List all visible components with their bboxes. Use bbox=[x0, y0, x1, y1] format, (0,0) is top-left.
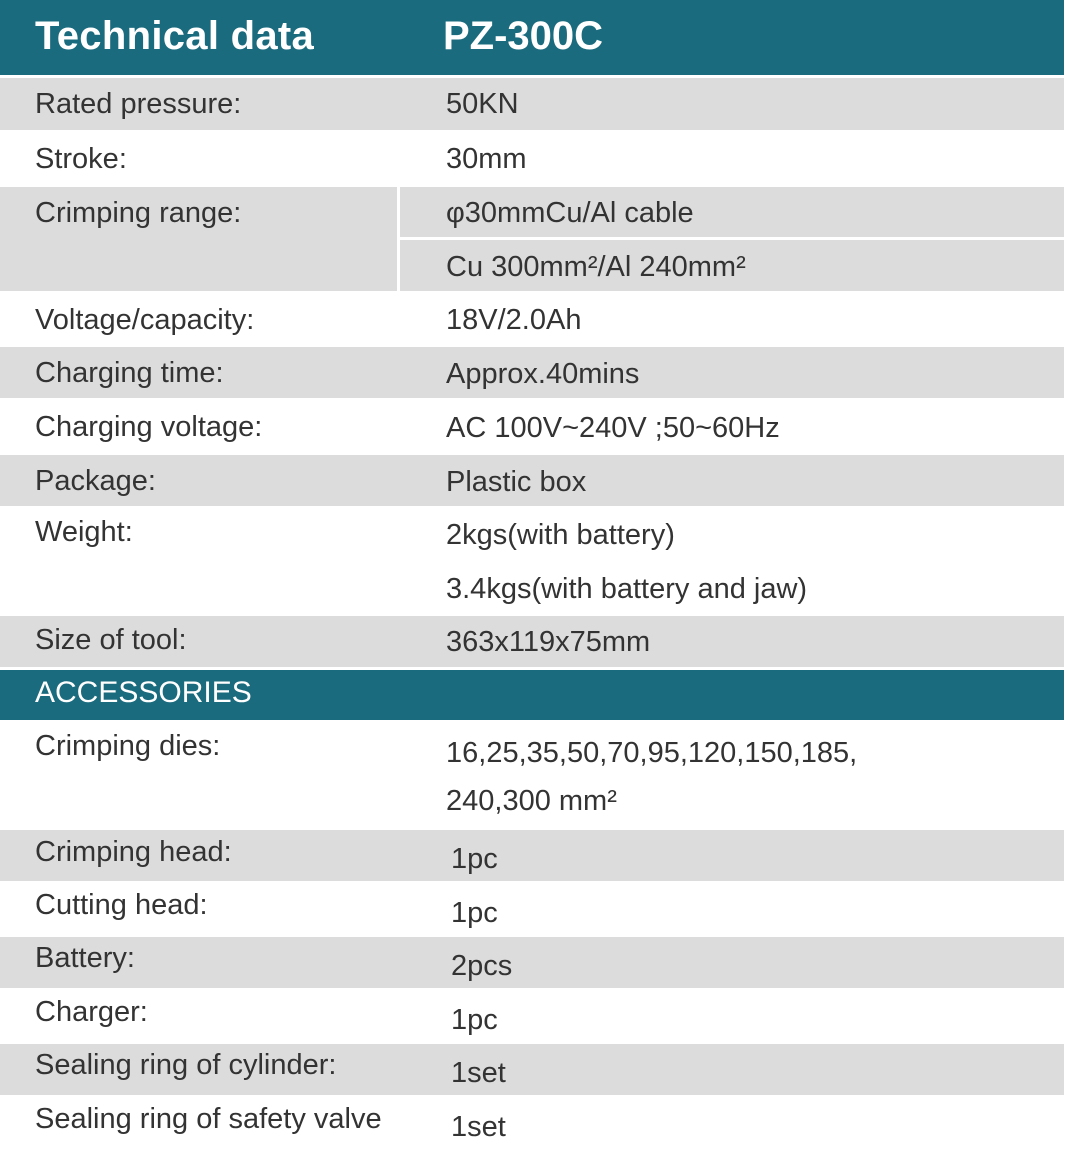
accessory-label: Crimping dies: bbox=[35, 730, 221, 762]
accessory-value-cell bbox=[400, 830, 1064, 881]
spec-value-cell bbox=[400, 294, 1064, 344]
spec-label: Size of tool: bbox=[35, 624, 187, 656]
accessory-value-cell bbox=[400, 723, 1064, 827]
accessory-label: Cutting head: bbox=[35, 889, 208, 921]
accessory-label-cell bbox=[0, 830, 397, 881]
accessory-value-cell bbox=[400, 991, 1064, 1041]
spec-value: 3.4kgs(with battery and jaw) bbox=[446, 573, 808, 605]
accessory-label-cell bbox=[0, 723, 397, 827]
spec-row-weight bbox=[0, 509, 1064, 613]
spec-label: Charging time: bbox=[35, 357, 224, 389]
accessory-value-cell bbox=[400, 1044, 1064, 1095]
spec-label-cell bbox=[0, 616, 397, 667]
accessory-row-crimping-head bbox=[0, 830, 1064, 881]
spec-value-cell bbox=[400, 616, 1064, 667]
spec-value: Approx.40mins bbox=[446, 358, 640, 390]
spec-row-charging-voltage bbox=[0, 401, 1064, 452]
accessory-value-cell bbox=[400, 1098, 1064, 1150]
accessories-title: ACCESSORIES bbox=[35, 676, 252, 709]
spec-value: Plastic box bbox=[446, 466, 587, 498]
spec-label: Stroke: bbox=[35, 143, 127, 175]
accessory-row-battery bbox=[0, 937, 1064, 988]
spec-value: 18V/2.0Ah bbox=[446, 304, 582, 336]
accessory-row-sealing-ring-safety-valve bbox=[0, 1098, 1064, 1150]
spec-label-cell bbox=[0, 509, 397, 613]
accessory-value: 1set bbox=[451, 1057, 506, 1089]
spec-value-cell bbox=[400, 133, 1064, 184]
spec-row-package bbox=[0, 455, 1064, 506]
spec-row-crimping-range bbox=[0, 187, 1064, 291]
accessory-value: 1pc bbox=[451, 843, 498, 875]
accessory-label-cell bbox=[0, 1044, 397, 1095]
accessory-value: 1pc bbox=[451, 897, 498, 929]
accessory-row-sealing-ring-cylinder bbox=[0, 1044, 1064, 1095]
header-model: PZ-300C bbox=[443, 14, 604, 58]
accessory-value-cell bbox=[400, 884, 1064, 934]
accessory-value-cell bbox=[400, 937, 1064, 988]
spec-label-cell bbox=[0, 401, 397, 452]
spec-label-cell bbox=[0, 78, 397, 130]
accessory-label-cell bbox=[0, 884, 397, 934]
spec-value-cell bbox=[400, 347, 1064, 398]
accessory-label: Sealing ring of cylinder: bbox=[35, 1049, 337, 1081]
spec-label-cell bbox=[0, 133, 397, 184]
header-title: Technical data bbox=[35, 14, 315, 58]
spec-value-cell bbox=[400, 187, 1064, 237]
spec-label-cell bbox=[0, 455, 397, 506]
spec-value-cell bbox=[400, 455, 1064, 506]
spec-row-voltage-capacity bbox=[0, 294, 1064, 344]
accessory-label-cell bbox=[0, 1098, 397, 1150]
spec-value: 30mm bbox=[446, 143, 527, 175]
accessory-value: 16,25,35,50,70,95,120,150,185, bbox=[446, 737, 858, 769]
spec-value-cell bbox=[400, 509, 1064, 560]
spec-label: Voltage/capacity: bbox=[35, 304, 255, 336]
spec-value-cell bbox=[400, 563, 1064, 613]
spec-value-cell bbox=[400, 240, 1064, 291]
accessory-row-charger bbox=[0, 991, 1064, 1041]
accessory-label: Charger: bbox=[35, 996, 148, 1028]
spec-label-cell bbox=[0, 187, 397, 291]
accessories-header bbox=[0, 670, 1064, 720]
accessory-row-cutting-head bbox=[0, 884, 1064, 934]
spec-label: Charging voltage: bbox=[35, 411, 263, 443]
spec-row-charging-time bbox=[0, 347, 1064, 398]
spec-label-cell bbox=[0, 294, 397, 344]
spec-row-rated-pressure bbox=[0, 78, 1064, 130]
accessory-value: 1set bbox=[451, 1111, 506, 1143]
spec-label: Rated pressure: bbox=[35, 88, 242, 120]
spec-value: 2kgs(with battery) bbox=[446, 519, 675, 551]
spec-label: Weight: bbox=[35, 516, 133, 548]
spec-row-size-of-tool bbox=[0, 616, 1064, 667]
spec-value: AC 100V~240V ;50~60Hz bbox=[446, 412, 780, 444]
spec-value: φ30mmCu/Al cable bbox=[446, 197, 694, 229]
spec-value: 50KN bbox=[446, 88, 519, 120]
accessory-label: Battery: bbox=[35, 942, 135, 974]
spec-row-stroke bbox=[0, 133, 1064, 184]
table-header bbox=[0, 0, 1064, 75]
spec-label: Crimping range: bbox=[35, 197, 242, 229]
accessory-row-crimping-dies bbox=[0, 723, 1064, 827]
accessory-label-cell bbox=[0, 991, 397, 1041]
spec-value-cell bbox=[400, 78, 1064, 130]
accessory-value: 1pc bbox=[451, 1004, 498, 1036]
accessory-label-cell bbox=[0, 937, 397, 988]
accessory-label: Sealing ring of safety valve bbox=[35, 1103, 382, 1135]
accessory-label: Crimping head: bbox=[35, 836, 232, 868]
accessory-value: 240,300 mm² bbox=[446, 785, 617, 817]
accessory-value: 2pcs bbox=[451, 950, 513, 982]
spec-label: Package: bbox=[35, 465, 156, 497]
spec-label-cell bbox=[0, 347, 397, 398]
spec-value-cell bbox=[400, 401, 1064, 452]
spec-value: Cu 300mm²/Al 240mm² bbox=[446, 251, 746, 283]
spec-value: 363x119x75mm bbox=[446, 626, 651, 658]
